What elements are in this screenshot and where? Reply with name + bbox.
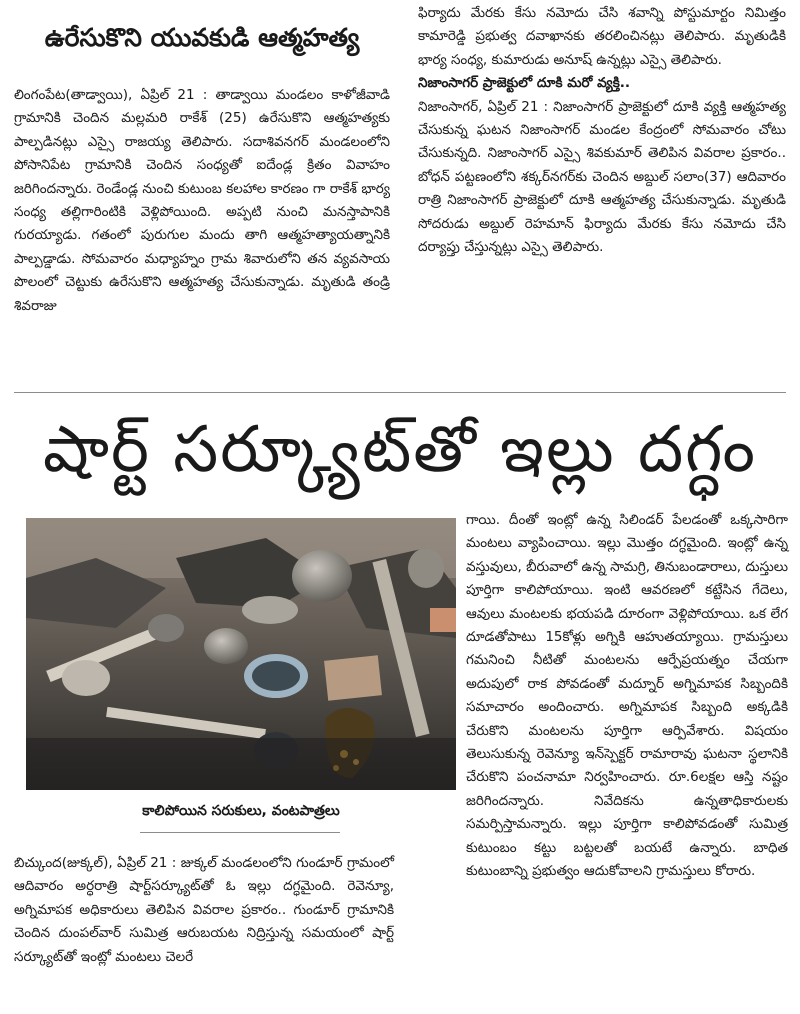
story3-left-column [14,852,394,969]
section-divider [14,392,786,393]
story1-continuation: ఫిర్యాదు మేరకు కేసు నమోదు చేసి శవాన్ని పోస్టుమార్టం నిమిత్తం కామారెడ్డి ప్రభుత్వ దవాఖానకు తరలించినట్లు తెలిపారు. మృతుడికి భార్య సంధ్య, కుమారుడు అనూష్ ఉన్నట్లు ఎస్సై తెలిపారు. [418,5,786,68]
story3-body-right: గాయి. దీంతో ఇంట్లో ఉన్న సిలిండర్ పేలడంతో ఒక్కసారిగా మంటలు వ్యాపించాయి. ఇల్లు మొత్తం దగ్ధమైంది. ఇంట్లో ఉన్న వస్తువులు, బీరువాలో ఉన్న సామగ్రి, తినుబండారాలు, దుస్తులు పూర్తిగా కాలిపోయాయి. ఇంటి ఆవరణలో కట్టేసిన గేదెలు, ఆవులు మంటలకు భయపడి దూరంగా వెళ్లిపోయాయి. ఒక లేగ దూడతోపాటు 15కోళ్లు అగ్నికి ఆహుతయ్యాయి. గ్రామస్తులు గమనించి నీటితో మంటలను ఆర్పేప్రయత్నం చేయగా అదుపులో రాక పోవడంతో మద్నూర్ అగ్నిమాపక సిబ్బందికి సమాచారం అందించారు. అగ్నిమాపక సిబ్బంది అక్కడికి చేరుకొని మంటలను పూర్తిగా ఆర్పివేశారు. విషయం తెలుసుకున్న రెవెన్యూ ఇన్‌స్పెక్టర్ రామారావు ఘటనా స్థలానికి చేరుకొని పంచనామా నిర్వహించారు. రూ.6లక్షల ఆస్తి నష్టం జరిగిందన్నారు. నివేదికను ఉన్నతాధికారులకు సమర్పిస్తామన్నారు. ఇల్లు పూర్తిగా కాలిపోవడంతో సుమిత్ర కుటుంబం కట్టు బట్టలతో బయటే ఉన్నారు. బాధిత కుటుంబాన్ని ప్రభుత్వం ఆదుకోవాలని గ్రామస్తులు కోరారు. [466,512,788,880]
burnt-house-photo [26,518,456,790]
story2-subheadline: నిజాంసాగర్ ప్రాజెక్టులో దూకి మరో వ్యక్తి.. [418,75,631,92]
right-column-top [418,2,786,259]
story3-body-left: బిచ్కుంద(జుక్కల్), ఏప్రిల్ 21 : జుక్కల్ మండలంలోని గుండూర్ గ్రామంలో ఆదివారం అర్ధరాత్రి షార్ట్‌సర్క్యూట్‌తో ఓ ఇల్లు దగ్ధమైంది. రెవెన్యూ, అగ్నిమాపక అధికారులు తెలిపిన వివరాల ప్రకారం.. గుండూర్ గ్రామానికి చెందిన దుంపల్‌వార్ సుమిత్ర ఆరుబయట నిద్రిస్తున్న సమయంలో షార్ట్ సర్క్యూట్‌తో ఇంట్లో మంటలు చెలరే [14,855,394,965]
story1-headline: ఉరేసుకొని యువకుడి ఆత్మహత్య [44,23,360,52]
story1-body: లింగంపేట(తాడ్వాయి), ఏప్రిల్ 21 : తాడ్వాయి మండలం కాళోజీవాడి గ్రామానికి చెందిన మల్లమరి రాకేశ్ (25) ఉరేసుకొని ఆత్మహత్యకు పాల్పడినట్లు ఎస్సై రాజయ్య తెలిపారు. సదాశివనగర్ మండలంలోని పోసానిపేట గ్రామానికి చెందిన సంధ్యతో ఐదేండ్ల క్రితం వివాహం జరిగిందన్నారు. రెండేండ్ల నుంచి కుటుంబ కలహాల కారణం గా రాకేశ్ భార్య సంధ్య తల్లిగారింటికి వెళ్లిపోయింది. అప్పటి నుంచి మనస్తాపానికి గురయ్యాడు. గతంలో పురుగుల మందు తాగి ఆత్మహత్యాయత్నానికి పాల్పడ్డాడు. సోమవారం మధ్యాహ్నం గ్రామ శివారులోని తన వ్యవసాయ పొలంలో చెట్టుకు ఉరేసుకొని ఆత్మహత్య చేసుకున్నాడు. మృతుడి తండ్రి శివరాజు [14,87,390,314]
story3-right-column [466,509,788,884]
caption-rule [140,832,340,833]
story2-body: నిజాంసాగర్, ఏప్రిల్ 21 : నిజాంసాగర్ ప్రాజెక్టులో దూకి వ్యక్తి ఆత్మహత్య చేసుకున్న ఘటన నిజాంసాగర్ మండల కేంద్రంలో సోమవారం చోటు చేసుకున్నది. నిజాంసాగర్ ఎస్సై శివకుమార్ తెలిపిన వివరాల ప్రకారం.. బోధన్ పట్టణంలోని శక్కర్‌నగర్‌కు చెందిన అబ్దుల్ సలాం(37) ఆదివారం రాత్రి నిజాంసాగర్ ప్రాజెక్టులో దూకి ఆత్మహత్య చేసుకున్నాడు. మృతుడి సోదరుడు అబ్దుల్ రెహమాన్ ఫిర్యాదు మేరకు కేసు నమోదు చేసి దర్యాప్తు చేస్తున్నట్లు ఎస్సై తెలిపారు. [418,98,786,256]
photo-caption: కాలిపోయిన సరుకులు, వంటపాత్రలు [142,803,340,819]
story1-body-column [14,84,390,318]
story3-headline: షార్ట్ సర్క్యూట్‌తో ఇల్లు దగ్ధం [43,413,757,487]
burnt-debris-illustration [26,518,456,790]
